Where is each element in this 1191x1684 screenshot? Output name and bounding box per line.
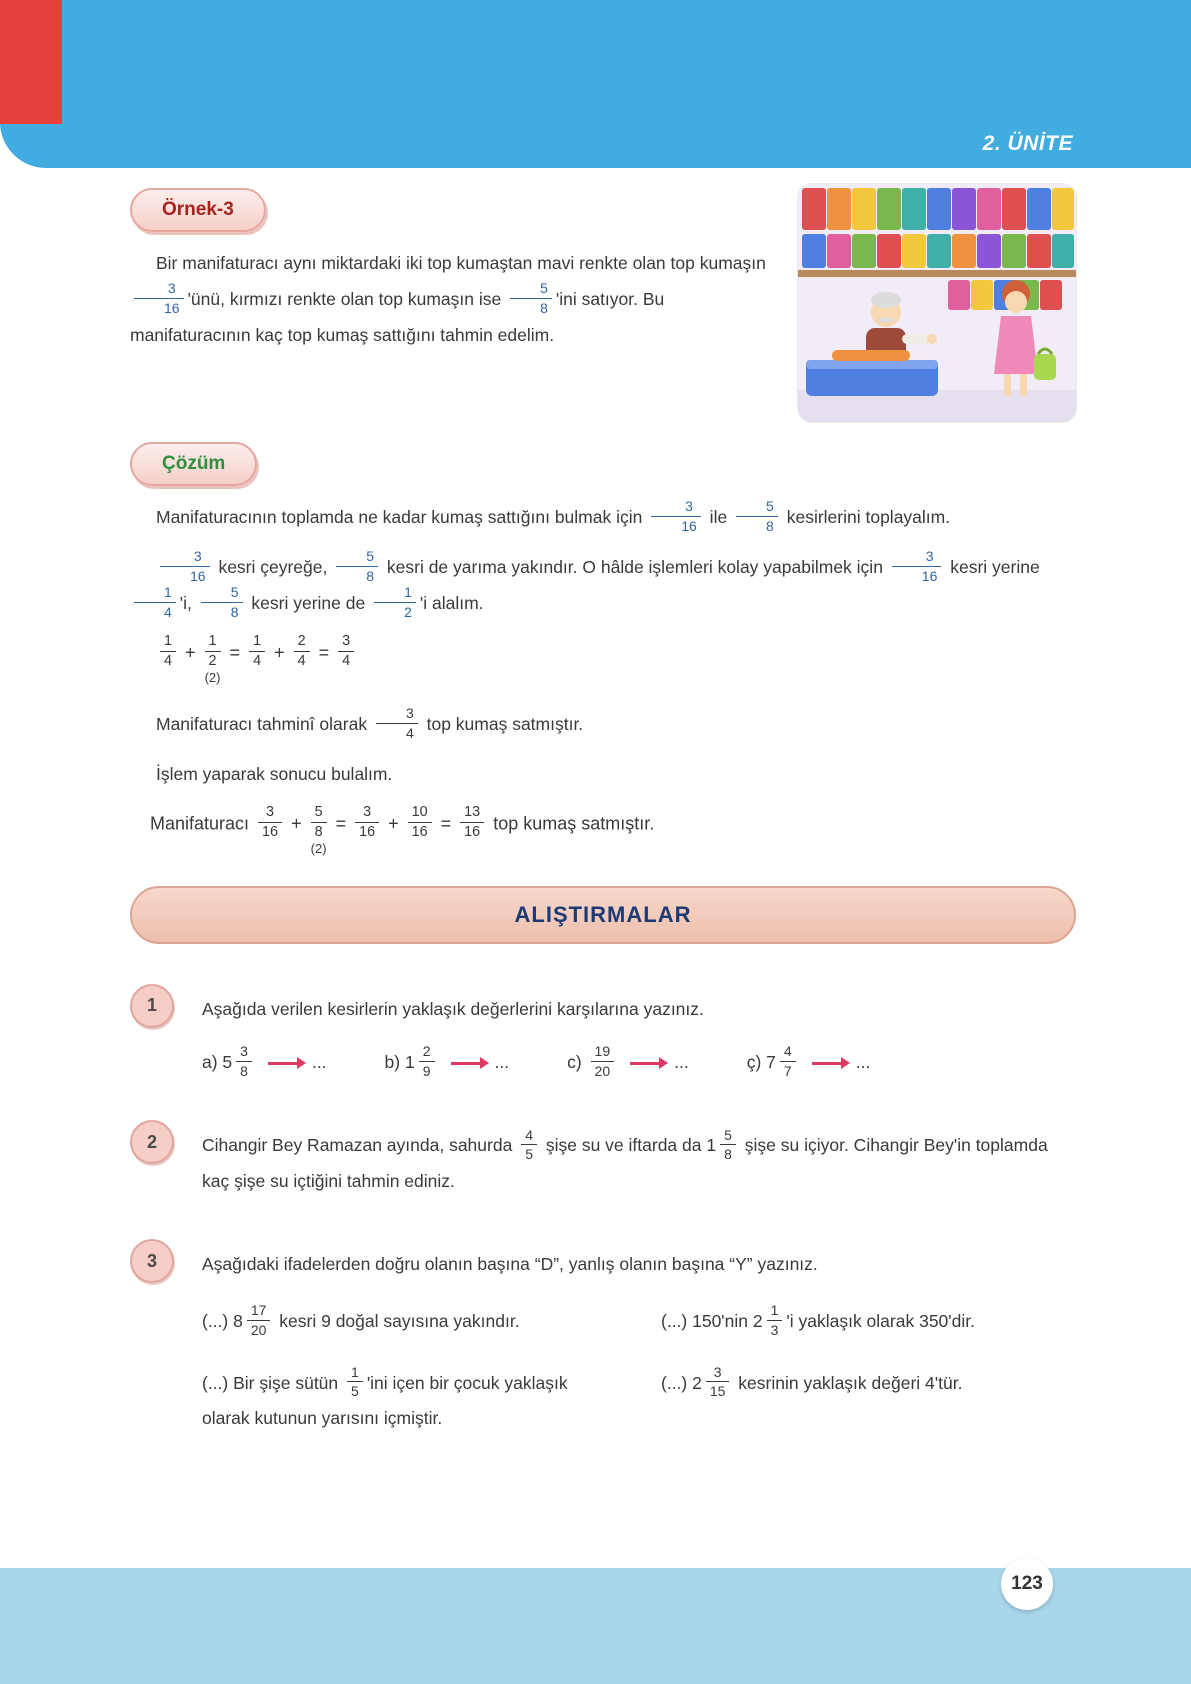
- fraction: $\frac{1}{3}$: [767, 1303, 783, 1337]
- bottom-bar: [0, 1568, 1191, 1684]
- fraction: $\frac{4}{5}$: [521, 1128, 537, 1162]
- fraction: $\frac{3}{16}$: [258, 805, 282, 840]
- fraction: $\frac{3}{16}$: [160, 549, 210, 583]
- fraction: $\frac{3}{4}$: [338, 634, 354, 669]
- fraction: $\frac{3}{16}$: [355, 805, 379, 840]
- solution-section: [130, 442, 1076, 856]
- exercise-2: [130, 1120, 1076, 1199]
- fraction: $\frac{3}{4}$: [376, 706, 418, 740]
- exercise-3-number: 3: [130, 1239, 174, 1283]
- exercises-banner-title: ALIŞTIRMALAR: [514, 901, 692, 927]
- fraction: $\frac{5}{8}$: [736, 499, 778, 533]
- arrow-right-icon: [812, 1062, 842, 1065]
- exercise-2-body: [202, 1120, 1076, 1199]
- exercise-1-text: Aşağıda verilen kesirlerin yaklaşık değerlerini karşılarına yazınız.: [202, 998, 704, 1019]
- fraction: $\frac{2}{4}$: [294, 634, 310, 669]
- fraction: $\frac{1}{5}$: [347, 1365, 363, 1399]
- fraction: $\frac{17}{20}$: [247, 1303, 271, 1337]
- exercise-3-statements: [202, 1304, 1076, 1436]
- fraction: $\frac{5}{8}$: [201, 585, 243, 619]
- solution-paragraph-2: $\frac{3}{16}$ kesri çeyreğe, $\frac{5}{8}$ kesri de yarıma yakındır. O hâlde işlemleri kolay yapabilmek için $\frac{3}{16}$ kesri yerine $\frac{1}{4}$ 'i, $\frac{5}{8}$ kesri yerine de $\frac{1}{2}$ 'i alalım.: [130, 550, 1076, 622]
- option-a: a) 5 $\frac{3}{8}$ ...: [202, 1043, 327, 1079]
- solution-badge: Çözüm: [130, 442, 257, 486]
- fraction: $\frac{3}{16}$: [134, 281, 184, 315]
- fraction: $\frac{3}{8}$: [236, 1044, 252, 1078]
- shop-illustration-graphic: [798, 184, 1076, 422]
- fabric-bolts-row-1: [802, 188, 1074, 230]
- statement-3: (...) Bir şişe sütün $\frac{1}{5}$ 'ini içen bir çocuk yaklaşık olarak kutunun yarısını içmiştir.: [202, 1363, 568, 1429]
- top-bar: [0, 0, 1191, 168]
- fraction: $\frac{3}{16}$: [651, 499, 701, 533]
- solution-paragraph-1: Manifaturacının toplamda ne kadar kumaş sattığını bulmak için $\frac{3}{16}$ ile $\frac{5}{8}$ kesirlerini toplayalım.: [156, 498, 951, 534]
- solution-paragraph-3: Manifaturacı tahminî olarak $\frac{3}{4}$ top kumaş satmıştır.: [156, 705, 584, 741]
- fraction: $\frac{4}{7}$: [780, 1044, 796, 1078]
- exercise-3-body: [202, 1239, 1076, 1436]
- fabric-bolts-row-2: [802, 234, 1074, 268]
- example-badge: Örnek-3: [130, 188, 266, 232]
- fraction: $\frac{5}{8}$: [510, 281, 552, 315]
- fraction: 5 8 (2): [310, 803, 327, 856]
- example-section: [130, 188, 1076, 436]
- fraction: $\frac{10}{16}$: [408, 805, 432, 840]
- page-content: [0, 168, 1191, 1436]
- estimation-equation: $\frac{1}{4}$ + 1 2 (2) = $\frac{1}{4}$ + $\frac{2}{4}$ = $\frac{3}{4}$: [156, 636, 1076, 671]
- fraction: $\frac{1}{4}$: [134, 585, 176, 619]
- fraction: 1 2 (2): [204, 632, 221, 685]
- exercise-1-body: [202, 984, 1076, 1081]
- statement-4: (...) 2 $\frac{3}{15}$ kesrinin yaklaşık değeri 4'tür.: [661, 1363, 963, 1400]
- exercise-2-number: 2: [130, 1120, 174, 1164]
- exercise-3-text: Aşağıdaki ifadelerden doğru olanın başına “D”, yanlış olanın başına “Y” yazınız.: [202, 1254, 818, 1274]
- option-c-cedilla: ç) 7 $\frac{4}{7}$ ...: [746, 1043, 871, 1079]
- exact-equation: Manifaturacı $\frac{3}{16}$ + 5 8 (2) = $\frac{3}{16}$ + $\frac{10}{16}$ = $\frac{13}{16}$ top kumaş satmıştır.: [150, 803, 655, 856]
- exercise-1-options: [202, 1045, 1076, 1081]
- arrow-right-icon: [451, 1062, 481, 1065]
- page-number-badge: 123: [1001, 1558, 1053, 1610]
- fraction: $\frac{5}{8}$: [720, 1128, 736, 1162]
- statement-2: (...) 150'nin 2 $\frac{1}{3}$ 'i yaklaşık olarak 350'dir.: [661, 1302, 975, 1338]
- fraction: $\frac{3}{15}$: [706, 1365, 730, 1399]
- arrow-right-icon: [268, 1062, 298, 1065]
- fraction: $\frac{3}{16}$: [892, 549, 942, 583]
- statement-1: (...) 8 $\frac{17}{20}$ kesri 9 doğal sayısına yakındır.: [202, 1302, 520, 1338]
- unit-label: 2. ÜNİTE: [982, 132, 1073, 155]
- fraction: $\frac{1}{4}$: [160, 634, 176, 669]
- exercise-1-number: 1: [130, 984, 174, 1028]
- exercise-1: [130, 984, 1076, 1081]
- exercise-2-text: Cihangir Bey Ramazan ayında, sahurda $\frac{4}{5}$ şişe su ve iftarda da 1 $\frac{5}{8}$ şişe su içiyor. Cihangir Bey'in toplamda kaç şişe su içtiğini tahmin ediniz.: [202, 1126, 1048, 1191]
- option-b: b) 1 $\frac{2}{9}$ ...: [384, 1043, 510, 1079]
- fraction: $\frac{1}{2}$: [374, 585, 416, 619]
- shelf-board: [798, 270, 1076, 277]
- arrow-right-icon: [630, 1062, 660, 1065]
- option-c: c) $\frac{19}{20}$ ...: [567, 1043, 689, 1079]
- example-text: Bir manifaturacı aynı miktardaki iki top kumaştan mavi renkte olan top kumaşın $\frac{3}{16}$ 'ünü, kırmızı renkte olan top kumaşın ise $\frac{5}{8}$ 'ini satıyor. Bu manifaturacının kaç top kumaş sattığını tahmin edelim.: [130, 253, 766, 345]
- exercises-banner: [130, 886, 1076, 944]
- exercise-3: [130, 1239, 1076, 1436]
- fraction: $\frac{1}{4}$: [249, 634, 265, 669]
- red-corner-decoration: [0, 0, 62, 124]
- solution-paragraph-4: İşlem yaparak sonucu bulalım.: [156, 763, 393, 784]
- shop-illustration: [798, 184, 1076, 422]
- fraction: $\frac{13}{16}$: [460, 805, 484, 840]
- fraction: $\frac{2}{9}$: [419, 1044, 435, 1078]
- fraction: $\frac{5}{8}$: [336, 549, 378, 583]
- fraction: $\frac{19}{20}$: [591, 1044, 615, 1078]
